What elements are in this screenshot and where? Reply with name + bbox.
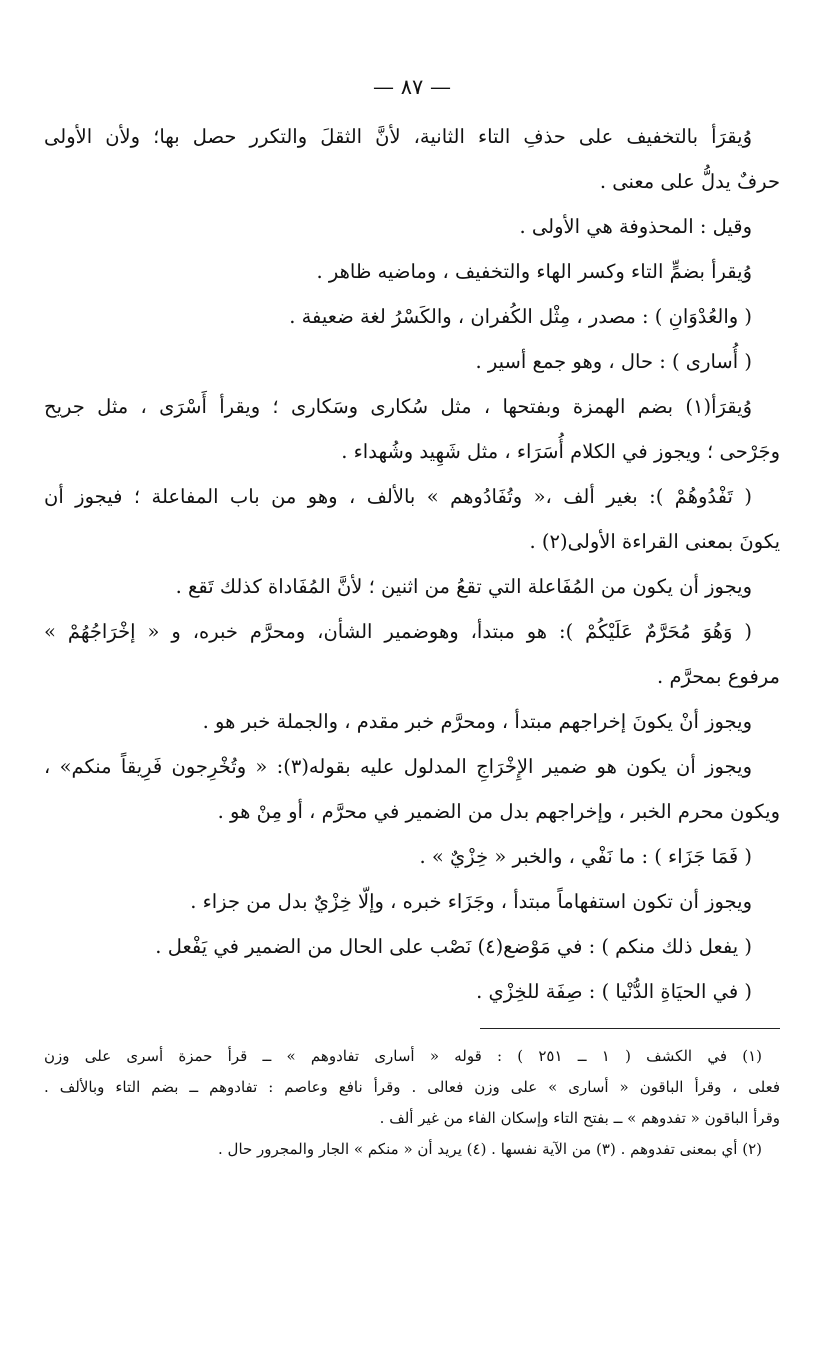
footnotes: [44, 1041, 780, 1165]
text-line: مرفوع بمحرَّم .: [657, 665, 780, 688]
page-number: — ٨٧ —: [373, 75, 451, 99]
text-line: حرفٌ يدلُّ على معنى .: [599, 170, 780, 193]
text-line: وقيل : المحذوفة هي الأولى .: [519, 215, 752, 238]
text-line: ( وَهُوَ مُحَرَّمٌ عَلَيْكُمْ ): هو مبتدأ، وهوضمير الشأن، ومحرَّم خبره، و « إخْرَاجُهُمْ »: [44, 620, 752, 643]
text-line: ويجوز أنْ يكونَ إخراجهم مبتدأ ، ومحرَّم خبر مقدم ، والجملة خبر هو .: [202, 710, 752, 733]
footnote-line: (١) في الكشف ( ١ ــ ٢٥١ ) : قوله « أسارى تفادوهم » ــ قرأ حمزة أسرى على وزن: [44, 1047, 763, 1065]
text-line: ويجوز أن يكون هو ضمير الإِخْرَاجِ المدلول عليه بقوله(٣): « وتُخْرِجون فَرِيقاً منكم» ،: [44, 755, 752, 778]
text-line: ( فَمَا جَزَاء ) : ما نَفْي ، والخبر « خِزْيٌ » .: [419, 845, 752, 868]
footnote-line: فعلى ، وقرأ الباقون « أسارى » على وزن فعالى . وقرأ نافع وعاصم : تفادوهم ــ بضم التاء وبالألف .: [44, 1078, 780, 1096]
main-text: [44, 114, 780, 1014]
footnote-line: (٢) أي بمعنى تفدوهم . (٣) من الآية نفسها . (٤) يريد أن « منكم » الجار والمجرور حال .: [218, 1140, 762, 1158]
text-line: وُيقرأ بضمٍّ التاء وكسر الهاء والتخفيف ، وماضيه ظاهر .: [316, 260, 752, 283]
text-line: ( تَفْدُوهُمْ ): بغير ألف ،« وتُفَادُوهم » بالألف ، وهو من باب المفاعلة ؛ فيجوز أن: [44, 485, 752, 508]
text-line: ويكون محرم الخبر ، وإخراجهم بدل من الضمير في محرَّم ، أو مِنْ هو .: [217, 800, 780, 823]
text-line: ويجوز أن يكون من المُفَاعلة التي تقعُ من اثنين ؛ لأنَّ المُفَاداة كذلك تَقع .: [175, 575, 752, 598]
footnote-divider: [480, 1028, 780, 1029]
text-line: ( والعُدْوَانِ ) : مصدر ، مِثْل الكُفران ، والكَسْرُ لغة ضعيفة .: [289, 305, 752, 328]
text-line: ( يفعل ذلك منكم ) : في مَوْضع(٤) نَصْب على الحال من الضمير في يَفْعل .: [155, 935, 752, 958]
text-line: وجَرْحى ؛ ويجوز في الكلام أُسَرَاء ، مثل شَهِيد وشُهداء .: [341, 440, 780, 463]
text-line: ( أُسارى ) : حال ، وهو جمع أسير .: [475, 350, 752, 373]
text-line: وُيقرَأ(١) بضم الهمزة وبفتحها ، مثل سُكارى وسَكارى ؛ ويقرأ أَسْرَى ، مثل جريح: [44, 395, 752, 418]
footnote-line: وقرأ الباقون « تفدوهم » ــ بفتح التاء وإسكان الفاء من غير ألف .: [379, 1109, 780, 1127]
text-line: ( في الحيَاةِ الدُّنْيا ) : صِفَة للخِزْي .: [476, 980, 752, 1003]
text-line: ويجوز أن تكون استفهاماً مبتدأ ، وجَزَاء خبره ، وإلّا خِزْيٌ بدل من جزاء .: [190, 890, 752, 913]
text-line: وُيقرَأ بالتخفيف على حذفِ التاء الثانية، لأنَّ الثقلَ والتكرر حصل بها؛ ولأن الأولى: [44, 125, 752, 148]
text-line: يكونَ بمعنى القراءة الأولى(٢) .: [529, 530, 780, 553]
